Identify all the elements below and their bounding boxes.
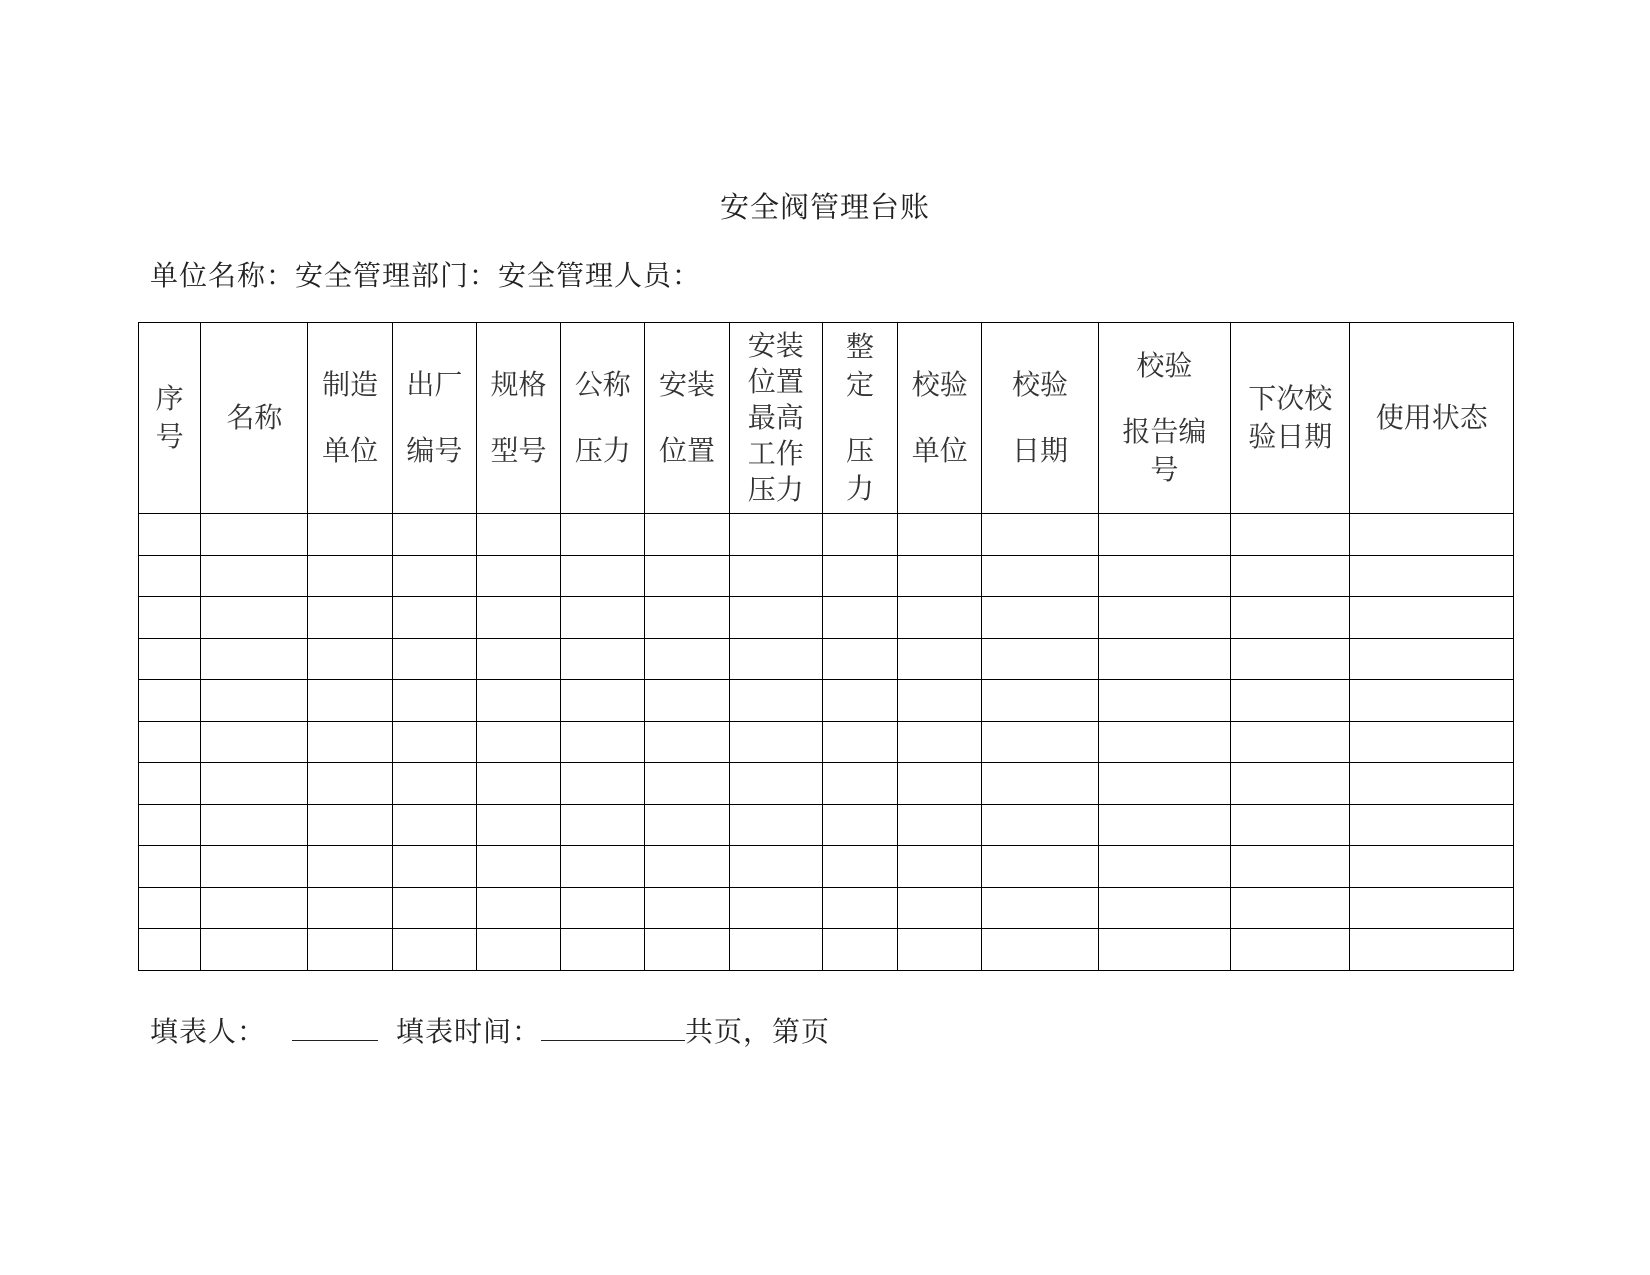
table-cell[interactable] [201,555,308,597]
table-cell[interactable] [898,804,982,846]
table-cell[interactable] [645,680,729,722]
table-cell[interactable] [308,555,392,597]
table-cell[interactable] [729,804,822,846]
table-cell[interactable] [982,763,1098,805]
header-line: 日期 [1012,434,1069,467]
header-nominal-pressure [561,323,645,514]
table-cell[interactable] [898,638,982,680]
header-line: 规格 [490,368,547,401]
table-cell[interactable] [898,846,982,888]
table-cell[interactable] [139,804,201,846]
table-cell[interactable] [982,597,1098,639]
header-line: 使用状态 [1375,401,1488,434]
table-cell[interactable] [476,638,560,680]
table-cell[interactable] [201,763,308,805]
table-cell[interactable] [201,929,308,971]
header-row [139,323,1514,514]
header-calibration-date [982,323,1098,514]
table-cell[interactable] [898,721,982,763]
table-cell[interactable] [561,638,645,680]
header-line: 号 [155,420,184,453]
document-title: 安全阀管理台账 [719,190,930,224]
header-set-pressure [822,323,897,514]
table-cell[interactable] [561,887,645,929]
table-cell[interactable] [645,721,729,763]
filler-label: 填表人： [150,1015,267,1048]
table-cell[interactable] [729,597,822,639]
table-cell[interactable] [898,680,982,722]
header-factory-number [392,323,476,514]
table-cell[interactable] [898,763,982,805]
table-cell[interactable] [822,929,897,971]
form-footer [150,1010,830,1050]
header-line: 单位 [911,434,968,467]
header-line: 校验 [1012,368,1069,401]
table-cell[interactable] [822,680,897,722]
table-cell[interactable] [898,555,982,597]
table-cell[interactable] [392,929,476,971]
table-cell[interactable] [201,680,308,722]
table-cell[interactable] [729,763,822,805]
table-cell[interactable] [1098,721,1230,763]
table-cell[interactable] [1231,804,1350,846]
table-cell[interactable] [139,514,201,556]
table-cell[interactable] [561,763,645,805]
fill-time-blank[interactable] [541,1010,685,1041]
table-cell[interactable] [308,597,392,639]
header-line: 压力 [574,434,631,467]
table-cell[interactable] [392,680,476,722]
table-row [139,555,1514,597]
table-row [139,846,1514,888]
header-line: 报告编 [1122,415,1207,448]
table-cell[interactable] [982,638,1098,680]
table-cell[interactable] [645,514,729,556]
table-cell[interactable] [1231,721,1350,763]
table-cell[interactable] [1098,763,1230,805]
table-cell[interactable] [1098,804,1230,846]
header-line: 位置 [747,365,804,398]
table-cell[interactable] [139,763,201,805]
table-row [139,638,1514,680]
table-cell[interactable] [561,929,645,971]
table-cell[interactable] [561,680,645,722]
table-cell[interactable] [201,721,308,763]
table-cell[interactable] [308,804,392,846]
table-cell[interactable] [982,680,1098,722]
table-cell[interactable] [1350,555,1514,597]
table-cell[interactable] [308,763,392,805]
header-line: 编号 [406,434,463,467]
table-cell[interactable] [139,597,201,639]
table-cell[interactable] [729,846,822,888]
table-cell[interactable] [1231,929,1350,971]
table-cell[interactable] [561,555,645,597]
table-cell[interactable] [308,846,392,888]
table-cell[interactable] [645,887,729,929]
table-cell[interactable] [729,929,822,971]
table-cell[interactable] [392,555,476,597]
header-line: 公称 [574,368,631,401]
table-cell[interactable] [308,887,392,929]
table-cell[interactable] [476,597,560,639]
table-cell[interactable] [822,514,897,556]
table-cell[interactable] [392,514,476,556]
header-line: 安装 [747,329,804,362]
table-cell[interactable] [392,721,476,763]
table-cell[interactable] [561,721,645,763]
table-cell[interactable] [308,638,392,680]
table-cell[interactable] [645,555,729,597]
table-row [139,887,1514,929]
table-cell[interactable] [201,638,308,680]
table-row [139,804,1514,846]
table-cell[interactable] [392,887,476,929]
table-cell[interactable] [645,929,729,971]
table-cell[interactable] [982,887,1098,929]
table-cell[interactable] [308,514,392,556]
table-cell[interactable] [645,804,729,846]
table-cell[interactable] [1231,887,1350,929]
table-cell[interactable] [392,638,476,680]
table-cell[interactable] [645,597,729,639]
table-cell[interactable] [1231,763,1350,805]
table-cell[interactable] [822,846,897,888]
header-line: 定 [846,368,875,401]
table-cell[interactable] [139,680,201,722]
table-cell[interactable] [201,887,308,929]
table-cell[interactable] [1350,763,1514,805]
header-usage-status [1350,323,1514,514]
table-cell[interactable] [476,680,560,722]
header-line: 单位 [322,434,379,467]
table-cell[interactable] [1098,514,1230,556]
page-count-text: 共页，第页 [685,1015,831,1048]
table-cell[interactable] [308,680,392,722]
header-line: 验日期 [1248,420,1333,453]
table-cell[interactable] [1350,680,1514,722]
header-line: 最高 [747,401,804,434]
table-cell[interactable] [1231,638,1350,680]
table-cell[interactable] [1350,804,1514,846]
table-cell[interactable] [139,929,201,971]
table-cell[interactable] [729,555,822,597]
header-line: 下次校 [1248,382,1333,415]
table-cell[interactable] [729,887,822,929]
table-cell[interactable] [392,804,476,846]
table-cell[interactable] [139,846,201,888]
table-cell[interactable] [1350,597,1514,639]
table-cell[interactable] [898,597,982,639]
table-body [139,514,1514,971]
table-cell[interactable] [898,514,982,556]
header-line: 压力 [747,473,804,506]
header-install-location [645,323,729,514]
table-cell[interactable] [982,721,1098,763]
table-cell[interactable] [822,763,897,805]
header-calibration-unit [898,323,982,514]
table-cell[interactable] [476,929,560,971]
table-cell[interactable] [729,721,822,763]
table-cell[interactable] [1231,555,1350,597]
table-cell[interactable] [1350,514,1514,556]
table-cell[interactable] [392,763,476,805]
table-cell[interactable] [1350,721,1514,763]
table-cell[interactable] [982,846,1098,888]
table-cell[interactable] [561,514,645,556]
table-cell[interactable] [645,763,729,805]
header-next-calibration-date [1231,323,1350,514]
table-cell[interactable] [1350,929,1514,971]
header-name [201,323,308,514]
table-cell[interactable] [476,555,560,597]
table-cell[interactable] [1098,638,1230,680]
table-cell[interactable] [822,721,897,763]
table-cell[interactable] [645,846,729,888]
table-row [139,597,1514,639]
table-cell[interactable] [476,721,560,763]
table-cell[interactable] [729,680,822,722]
table-cell[interactable] [898,887,982,929]
table-cell[interactable] [1231,597,1350,639]
table-cell[interactable] [729,514,822,556]
table-cell[interactable] [822,638,897,680]
table-cell[interactable] [476,763,560,805]
table-cell[interactable] [1231,680,1350,722]
table-cell[interactable] [561,846,645,888]
table-cell[interactable] [1231,846,1350,888]
table-cell[interactable] [1350,887,1514,929]
table-cell[interactable] [561,597,645,639]
table-cell[interactable] [201,804,308,846]
table-cell[interactable] [982,555,1098,597]
unit-info-line: 单位名称：安全管理部门：安全管理人员： [150,259,702,292]
table-cell[interactable] [822,804,897,846]
safety-valve-ledger-table [138,322,1514,971]
table-cell[interactable] [308,721,392,763]
header-line: 校验 [1136,349,1193,382]
table-cell[interactable] [822,597,897,639]
table-cell[interactable] [729,638,822,680]
table-cell[interactable] [139,887,201,929]
table-cell[interactable] [822,555,897,597]
header-line: 安装 [659,368,716,401]
table-cell[interactable] [898,929,982,971]
header-manufacturer [308,323,392,514]
table-cell[interactable] [476,804,560,846]
table-cell[interactable] [201,597,308,639]
table-cell[interactable] [139,721,201,763]
table-cell[interactable] [1350,846,1514,888]
header-line: 型号 [490,434,547,467]
table-cell[interactable] [476,514,560,556]
table-cell[interactable] [1098,929,1230,971]
table-cell[interactable] [1098,887,1230,929]
table-cell[interactable] [308,929,392,971]
header-line: 号 [1150,453,1179,486]
table-cell[interactable] [822,887,897,929]
header-line: 整 [846,330,875,363]
fill-time-label: 填表时间： [396,1015,542,1048]
header-line: 名称 [226,401,283,434]
table-cell[interactable] [645,638,729,680]
header-line: 工作 [747,437,804,470]
table-row [139,680,1514,722]
table-cell[interactable] [476,887,560,929]
header-model-spec [476,323,560,514]
table-row [139,929,1514,971]
table-cell[interactable] [982,929,1098,971]
table-cell[interactable] [1231,514,1350,556]
table-cell[interactable] [1098,597,1230,639]
table-cell[interactable] [982,804,1098,846]
header-line: 出厂 [406,368,463,401]
table-row [139,721,1514,763]
table-cell[interactable] [1098,846,1230,888]
header-max-working-pressure [729,323,822,514]
header-line: 力 [846,472,875,505]
table-cell[interactable] [139,555,201,597]
table-cell[interactable] [201,846,308,888]
header-line: 序 [155,382,184,415]
header-serial-no [139,323,201,514]
header-calibration-report-no [1098,323,1230,514]
table-cell[interactable] [982,514,1098,556]
table-cell[interactable] [561,804,645,846]
filler-blank[interactable] [292,1010,378,1041]
table-cell[interactable] [392,846,476,888]
table-cell[interactable] [392,597,476,639]
header-line: 制造 [322,368,379,401]
table-cell[interactable] [139,638,201,680]
table-cell[interactable] [1098,680,1230,722]
table-cell[interactable] [1098,555,1230,597]
header-line: 压 [846,434,875,467]
header-line: 位置 [659,434,716,467]
table-cell[interactable] [1350,638,1514,680]
table-cell[interactable] [476,846,560,888]
header-line: 校验 [911,368,968,401]
table-row [139,514,1514,556]
table-cell[interactable] [201,514,308,556]
table-row [139,763,1514,805]
